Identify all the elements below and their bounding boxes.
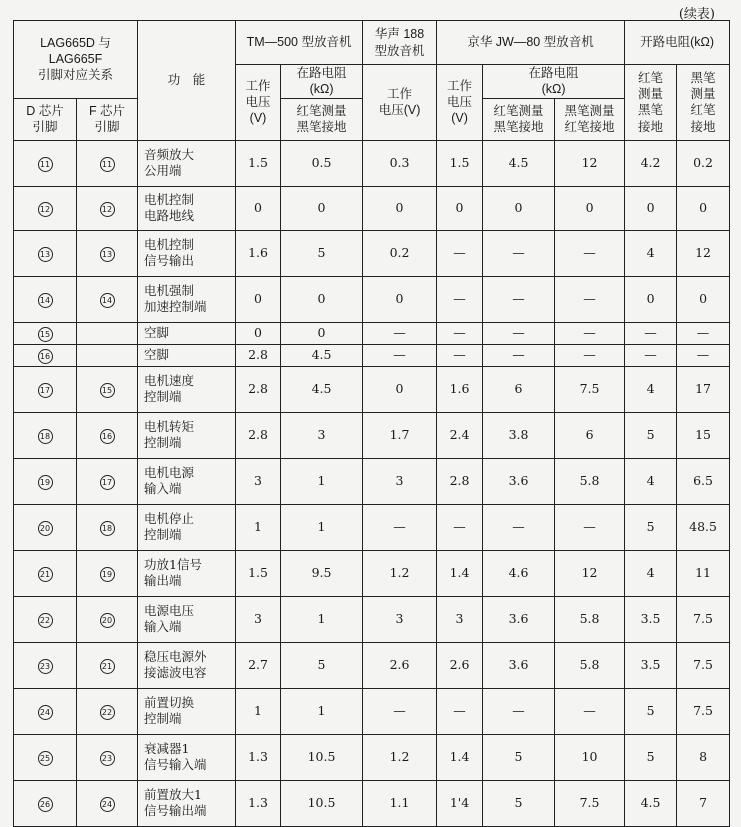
value-cell-jh-r2: 5.8 (555, 596, 625, 642)
d-pin-cell (14, 276, 77, 322)
value-cell-op1: 4 (625, 458, 677, 504)
value-cell-op2: 17 (677, 366, 730, 412)
value-cell-hs: 1.1 (363, 780, 437, 826)
table-row (14, 550, 730, 596)
value-cell-hs: 3 (363, 458, 437, 504)
value-cell-tm-r: 3 (281, 412, 363, 458)
value-cell-jh-v: 0 (437, 186, 483, 230)
pin-number-circle: 15 (100, 383, 115, 398)
table-row (14, 504, 730, 550)
table-row (14, 230, 730, 276)
pin-number-circle: 22 (100, 705, 115, 720)
function-cell: 电机控制 信号输出 (138, 230, 236, 276)
value-cell-op1: 3.5 (625, 596, 677, 642)
pin-number-circle: 21 (100, 659, 115, 674)
value-cell-jh-v: — (437, 276, 483, 322)
table-row (14, 322, 730, 344)
value-cell-tm-r: 1 (281, 458, 363, 504)
value-cell-hs: 0 (363, 276, 437, 322)
value-cell-tm-v: 0 (236, 322, 281, 344)
value-cell-tm-v: 1 (236, 504, 281, 550)
pin-number-circle: 24 (38, 705, 53, 720)
table-row (14, 344, 730, 366)
f-pin-cell (77, 230, 138, 276)
value-cell-op1: — (625, 344, 677, 366)
value-cell-tm-r: 10.5 (281, 734, 363, 780)
value-cell-jh-v: 1.5 (437, 140, 483, 186)
value-cell-jh-r2: — (555, 504, 625, 550)
value-cell-tm-r: 10.5 (281, 780, 363, 826)
pin-number-circle: 19 (100, 567, 115, 582)
d-pin-cell (14, 186, 77, 230)
value-cell-op2: 0 (677, 276, 730, 322)
pin-number-circle: 13 (38, 247, 53, 262)
value-cell-tm-v: 2.8 (236, 344, 281, 366)
value-cell-op2: 0 (677, 186, 730, 230)
pin-number-circle: 14 (100, 293, 115, 308)
pin-number-circle: 17 (38, 383, 53, 398)
pin-number-circle: 23 (38, 659, 53, 674)
f-pin-cell (77, 504, 138, 550)
f-pin-cell (77, 276, 138, 322)
value-cell-op1: 4 (625, 550, 677, 596)
d-pin-cell (14, 230, 77, 276)
f-pin-cell (77, 550, 138, 596)
function-cell: 电机控制 电路地线 (138, 186, 236, 230)
pin-number-circle: 19 (38, 475, 53, 490)
value-cell-tm-v: 3 (236, 596, 281, 642)
pin-number-circle: 22 (38, 613, 53, 628)
d-pin-cell (14, 322, 77, 344)
value-cell-tm-v: 2.7 (236, 642, 281, 688)
value-cell-op1: 5 (625, 688, 677, 734)
d-pin-cell (14, 688, 77, 734)
value-cell-jh-r2: 12 (555, 550, 625, 596)
value-cell-jh-r1: — (483, 230, 555, 276)
function-cell: 电机电源 输入端 (138, 458, 236, 504)
value-cell-jh-r2: 5.8 (555, 642, 625, 688)
table-row (14, 780, 730, 826)
value-cell-jh-v: — (437, 688, 483, 734)
value-cell-hs: — (363, 688, 437, 734)
pin-number-circle: 16 (100, 429, 115, 444)
value-cell-op1: 3.5 (625, 642, 677, 688)
value-cell-jh-r1: — (483, 504, 555, 550)
d-pin-cell (14, 734, 77, 780)
value-cell-op2: 7 (677, 780, 730, 826)
value-cell-jh-r1: 3.6 (483, 596, 555, 642)
value-cell-hs: — (363, 322, 437, 344)
value-cell-jh-r2: 0 (555, 186, 625, 230)
continued-label: (续表) (678, 7, 715, 22)
function-cell: 稳压电源外 接滤波电容 (138, 642, 236, 688)
f-pin-cell (77, 780, 138, 826)
value-cell-op2: — (677, 344, 730, 366)
d-pin-cell (14, 780, 77, 826)
value-cell-jh-r2: — (555, 230, 625, 276)
value-cell-op2: 0.2 (677, 140, 730, 186)
value-cell-jh-r1: — (483, 276, 555, 322)
f-pin-cell (77, 322, 138, 344)
table-row (14, 688, 730, 734)
value-cell-op1: 0 (625, 186, 677, 230)
d-pin-cell (14, 344, 77, 366)
pin-number-circle: 17 (100, 475, 115, 490)
pin-number-circle: 20 (100, 613, 115, 628)
value-cell-jh-v: — (437, 504, 483, 550)
value-cell-tm-r: 5 (281, 230, 363, 276)
value-cell-op1: 4 (625, 366, 677, 412)
value-cell-tm-v: 2.8 (236, 412, 281, 458)
value-cell-jh-r2: 7.5 (555, 366, 625, 412)
value-cell-op2: 8 (677, 734, 730, 780)
header-huasheng: 华声 188 型放音机 (363, 21, 437, 65)
header-function: 功 能 (138, 21, 236, 141)
f-pin-cell (77, 688, 138, 734)
value-cell-jh-r2: — (555, 688, 625, 734)
table-header (14, 21, 730, 141)
value-cell-tm-v: 0 (236, 186, 281, 230)
value-cell-jh-r1: 0 (483, 186, 555, 230)
function-cell: 电机速度 控制端 (138, 366, 236, 412)
pin-number-circle: 11 (38, 157, 53, 172)
value-cell-tm-v: 1.5 (236, 140, 281, 186)
d-pin-cell (14, 642, 77, 688)
pin-number-circle: 25 (38, 751, 53, 766)
table-row (14, 596, 730, 642)
value-cell-tm-r: 5 (281, 642, 363, 688)
d-pin-cell (14, 458, 77, 504)
value-cell-jh-r1: — (483, 322, 555, 344)
function-cell: 电机转矩 控制端 (138, 412, 236, 458)
pin-data-table (13, 20, 730, 827)
value-cell-jh-r1: 6 (483, 366, 555, 412)
value-cell-op1: 4.2 (625, 140, 677, 186)
table-row (14, 412, 730, 458)
function-cell: 空脚 (138, 344, 236, 366)
table-row (14, 140, 730, 186)
value-cell-jh-v: — (437, 344, 483, 366)
value-cell-tm-v: 3 (236, 458, 281, 504)
pin-number-circle: 26 (38, 797, 53, 812)
function-cell: 音频放大 公用端 (138, 140, 236, 186)
value-cell-jh-v: 2.6 (437, 642, 483, 688)
header-jinghua-resistance: 在路电阻 (kΩ) (483, 65, 625, 99)
value-cell-jh-r2: 10 (555, 734, 625, 780)
value-cell-op2: 7.5 (677, 688, 730, 734)
value-cell-jh-v: — (437, 230, 483, 276)
value-cell-op1: 4.5 (625, 780, 677, 826)
header-jinghua-resistance-black: 黑笔测量 红笔接地 (555, 98, 625, 140)
value-cell-hs: 2.6 (363, 642, 437, 688)
function-cell: 电机强制 加速控制端 (138, 276, 236, 322)
value-cell-tm-r: 1 (281, 688, 363, 734)
value-cell-tm-v: 2.8 (236, 366, 281, 412)
header-pin-mapping: LAG665D 与 LAG665F 引脚对应关系 (14, 21, 138, 99)
value-cell-jh-r2: 12 (555, 140, 625, 186)
header-huasheng-voltage: 工作 电压(V) (363, 65, 437, 141)
value-cell-hs: 1.7 (363, 412, 437, 458)
value-cell-jh-r1: 3.8 (483, 412, 555, 458)
pin-number-circle: 18 (100, 521, 115, 536)
value-cell-op2: — (677, 322, 730, 344)
value-cell-op2: 12 (677, 230, 730, 276)
value-cell-tm-r: 4.5 (281, 366, 363, 412)
value-cell-tm-r: 1 (281, 596, 363, 642)
value-cell-op2: 11 (677, 550, 730, 596)
value-cell-tm-r: 9.5 (281, 550, 363, 596)
value-cell-tm-v: 1 (236, 688, 281, 734)
header-jinghua-voltage: 工作 电压 (V) (437, 65, 483, 141)
value-cell-op2: 7.5 (677, 642, 730, 688)
value-cell-tm-v: 0 (236, 276, 281, 322)
value-cell-op1: 5 (625, 412, 677, 458)
f-pin-cell (77, 366, 138, 412)
header-jinghua: 京华 JW—80 型放音机 (437, 21, 625, 65)
f-pin-cell (77, 458, 138, 504)
value-cell-hs: 0 (363, 186, 437, 230)
value-cell-hs: — (363, 504, 437, 550)
value-cell-jh-r1: — (483, 344, 555, 366)
value-cell-jh-r2: 6 (555, 412, 625, 458)
value-cell-jh-r2: 5.8 (555, 458, 625, 504)
function-cell: 电源电压 输入端 (138, 596, 236, 642)
value-cell-op1: 5 (625, 734, 677, 780)
value-cell-jh-r1: 3.6 (483, 642, 555, 688)
value-cell-jh-v: 3 (437, 596, 483, 642)
value-cell-hs: 3 (363, 596, 437, 642)
header-tm500: TM—500 型放音机 (236, 21, 363, 65)
value-cell-op2: 15 (677, 412, 730, 458)
d-pin-cell (14, 140, 77, 186)
value-cell-op1: 5 (625, 504, 677, 550)
d-pin-cell (14, 412, 77, 458)
value-cell-tm-v: 1.3 (236, 780, 281, 826)
value-cell-jh-r1: 4.5 (483, 140, 555, 186)
value-cell-hs: 1.2 (363, 550, 437, 596)
value-cell-op2: 48.5 (677, 504, 730, 550)
table-row (14, 186, 730, 230)
header-tm500-resistance-sub: 红笔测量 黑笔接地 (281, 98, 363, 140)
value-cell-op1: — (625, 322, 677, 344)
d-pin-cell (14, 504, 77, 550)
value-cell-hs: 1.2 (363, 734, 437, 780)
value-cell-jh-r1: 4.6 (483, 550, 555, 596)
value-cell-jh-v: 2.8 (437, 458, 483, 504)
table-row (14, 734, 730, 780)
value-cell-tm-v: 1.6 (236, 230, 281, 276)
pin-number-circle: 18 (38, 429, 53, 444)
header-tm500-voltage: 工作 电压 (V) (236, 65, 281, 141)
function-cell: 空脚 (138, 322, 236, 344)
table-body (14, 140, 730, 826)
pin-number-circle: 21 (38, 567, 53, 582)
function-cell: 电机停止 控制端 (138, 504, 236, 550)
f-pin-cell (77, 642, 138, 688)
f-pin-cell (77, 596, 138, 642)
d-pin-cell (14, 550, 77, 596)
value-cell-jh-r1: — (483, 688, 555, 734)
header-tm500-resistance: 在路电阻 (kΩ) (281, 65, 363, 99)
value-cell-jh-r1: 5 (483, 734, 555, 780)
header-jinghua-resistance-red: 红笔测量 黑笔接地 (483, 98, 555, 140)
pin-number-circle: 11 (100, 157, 115, 172)
f-pin-cell (77, 344, 138, 366)
value-cell-jh-v: 1.4 (437, 734, 483, 780)
f-pin-cell (77, 140, 138, 186)
value-cell-jh-v: 1'4 (437, 780, 483, 826)
d-pin-cell (14, 596, 77, 642)
value-cell-tm-r: 0.5 (281, 140, 363, 186)
pin-number-circle: 23 (100, 751, 115, 766)
pin-number-circle: 16 (38, 349, 53, 364)
function-cell: 功放1信号 输出端 (138, 550, 236, 596)
value-cell-op2: 7.5 (677, 596, 730, 642)
pin-number-circle: 24 (100, 797, 115, 812)
function-cell: 前置放大1 信号输出端 (138, 780, 236, 826)
value-cell-jh-r2: 7.5 (555, 780, 625, 826)
value-cell-op2: 6.5 (677, 458, 730, 504)
value-cell-tm-r: 4.5 (281, 344, 363, 366)
table-row (14, 276, 730, 322)
value-cell-jh-r2: — (555, 344, 625, 366)
header-open-red: 红笔 测量 黑笔 接地 (625, 65, 677, 141)
value-cell-hs: 0 (363, 366, 437, 412)
table-row (14, 642, 730, 688)
f-pin-cell (77, 186, 138, 230)
value-cell-jh-r2: — (555, 322, 625, 344)
value-cell-jh-v: 1.6 (437, 366, 483, 412)
value-cell-op1: 0 (625, 276, 677, 322)
value-cell-tm-r: 0 (281, 186, 363, 230)
f-pin-cell (77, 412, 138, 458)
header-f-pin: F 芯片 引脚 (77, 98, 138, 140)
value-cell-jh-v: 2.4 (437, 412, 483, 458)
value-cell-tm-v: 1.3 (236, 734, 281, 780)
value-cell-hs: 0.3 (363, 140, 437, 186)
value-cell-tm-r: 0 (281, 276, 363, 322)
pin-number-circle: 12 (38, 202, 53, 217)
header-open-black: 黑笔 测量 红笔 接地 (677, 65, 730, 141)
value-cell-op1: 4 (625, 230, 677, 276)
table-row (14, 366, 730, 412)
function-cell: 衰减器1 信号输入端 (138, 734, 236, 780)
value-cell-jh-r1: 3.6 (483, 458, 555, 504)
pin-number-circle: 20 (38, 521, 53, 536)
value-cell-tm-v: 1.5 (236, 550, 281, 596)
header-open-resistance: 开路电阻(kΩ) (625, 21, 730, 65)
value-cell-jh-v: — (437, 322, 483, 344)
d-pin-cell (14, 366, 77, 412)
value-cell-tm-r: 1 (281, 504, 363, 550)
value-cell-jh-v: 1.4 (437, 550, 483, 596)
function-cell: 前置切换 控制端 (138, 688, 236, 734)
pin-number-circle: 14 (38, 293, 53, 308)
value-cell-tm-r: 0 (281, 322, 363, 344)
value-cell-jh-r1: 5 (483, 780, 555, 826)
pin-number-circle: 13 (100, 247, 115, 262)
value-cell-jh-r2: — (555, 276, 625, 322)
table-row (14, 458, 730, 504)
value-cell-hs: — (363, 344, 437, 366)
value-cell-hs: 0.2 (363, 230, 437, 276)
pin-number-circle: 12 (100, 202, 115, 217)
header-d-pin: D 芯片 引脚 (14, 98, 77, 140)
pin-number-circle: 15 (38, 327, 53, 342)
f-pin-cell (77, 734, 138, 780)
